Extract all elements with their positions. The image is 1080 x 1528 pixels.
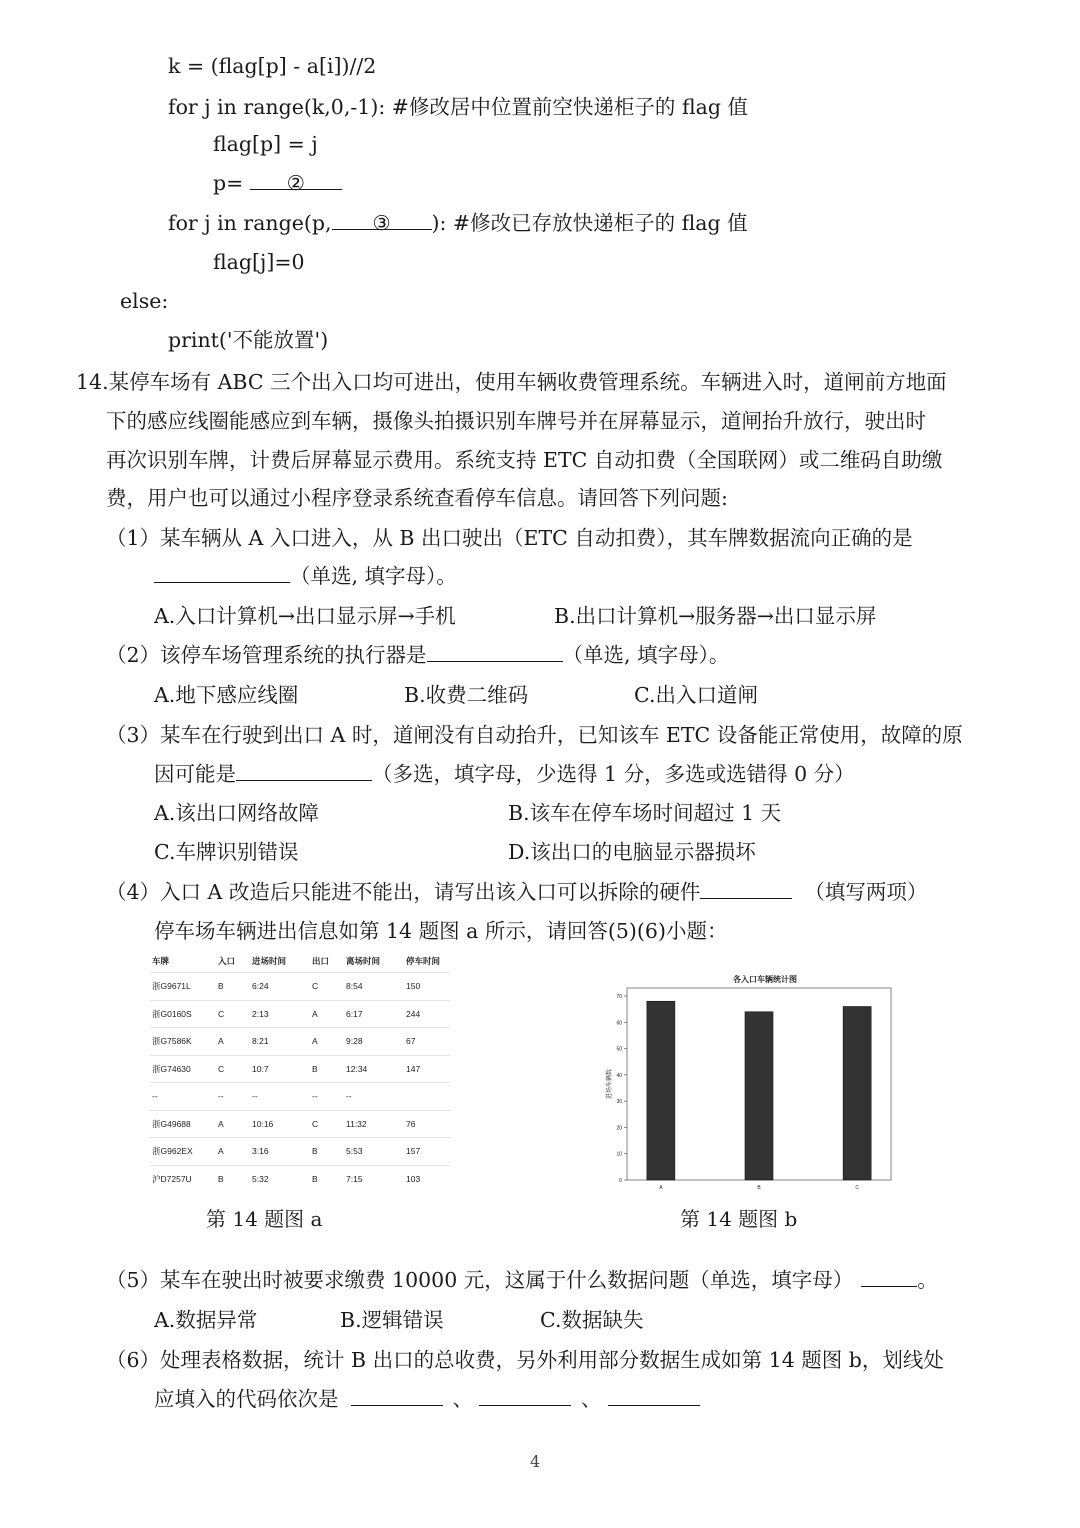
q14-4-line-1 — [106, 878, 927, 906]
table-cell: 103 — [404, 1165, 450, 1192]
answer-blank-2[interactable] — [427, 641, 563, 662]
table-cell: B — [310, 1138, 344, 1166]
q14-3-option-c: C.车牌识别错误 — [154, 840, 299, 864]
q14-2-option-a: A.地下感应线圈 — [154, 683, 299, 707]
table-cell: 浙G962EX — [150, 1138, 216, 1166]
table-header: 离场时间 — [346, 956, 381, 966]
code-line-3: flag[p] = j — [213, 132, 318, 156]
table-cell: 6:17 — [344, 1000, 404, 1028]
q14-3-option-d: D.该出口的电脑显示器损坏 — [508, 840, 756, 864]
q14-5-option-a: A.数据异常 — [154, 1308, 258, 1332]
answer-blank-6c[interactable] — [608, 1385, 700, 1406]
blank-2[interactable]: ② — [250, 169, 342, 190]
separator: 、 — [452, 1387, 473, 1411]
code-line-6: flag[j]=0 — [213, 250, 305, 274]
table-cell: 244 — [404, 1000, 450, 1028]
figure-b-caption: 第 14 题图 b — [680, 1207, 798, 1231]
table-cell: 10:16 — [250, 1110, 310, 1138]
q14-stem-line-2: 下的感应线圈能感应到车辆，摄像头拍摄识别车牌号并在屏幕显示，道闸抬升放行，驶出时 — [106, 409, 926, 433]
table-cell: 3:16 — [250, 1138, 310, 1166]
q14-6-line-2 — [154, 1385, 700, 1413]
x-tick-label: A — [659, 1185, 663, 1191]
table-cell: 10:7 — [250, 1055, 310, 1083]
table-cell: 8:54 — [344, 973, 404, 1001]
table-cell: 浙G9671L — [150, 973, 216, 1001]
table-cell: -- — [150, 1083, 216, 1111]
table-row — [150, 1028, 450, 1056]
table-cell: 8:21 — [250, 1028, 310, 1056]
q14-3-line-1: （3）某车在行驶到出口 A 时，道闸没有自动抬升，已知该车 ETC 设备能正常使用，故障的原 — [106, 723, 963, 747]
answer-blank-6b[interactable] — [479, 1385, 571, 1406]
q14-2-suffix: （单选, 填字母）。 — [562, 643, 730, 667]
table-header: 出口 — [312, 956, 330, 966]
bar-A — [647, 1001, 675, 1180]
table-row — [150, 1083, 450, 1111]
q14-5-prefix: （5）某车在驶出时被要求缴费 10000 元，这属于什么数据问题（单选，填字母） — [106, 1268, 854, 1292]
table-cell: 沪D7257U — [150, 1165, 216, 1192]
q14-3-option-b: B.该车在停车场时间超过 1 天 — [508, 801, 782, 825]
table-cell: 11:32 — [344, 1110, 404, 1138]
table-cell: -- — [216, 1083, 250, 1111]
figure-a-caption: 第 14 题图 a — [206, 1207, 323, 1231]
bar-C — [843, 1007, 871, 1180]
table-header-row — [150, 950, 450, 973]
q14-5-option-c: C.数据缺失 — [540, 1308, 644, 1332]
table-cell: B — [310, 1165, 344, 1192]
q14-2-prefix: （2）该停车场管理系统的执行器是 — [106, 643, 427, 667]
table-cell: 9:28 — [344, 1028, 404, 1056]
code-line-4-prefix: p= — [213, 171, 244, 195]
q14-2-option-b: B.收费二维码 — [404, 683, 529, 707]
q14-5-suffix: 。 — [917, 1268, 938, 1292]
answer-blank-3[interactable] — [236, 760, 372, 781]
table-cell: 5:32 — [250, 1165, 310, 1192]
q14-6-line-1: （6）处理表格数据，统计 B 出口的总收费，另外利用部分数据生成如第 14 题图 b，划线处 — [106, 1348, 944, 1372]
table-cell: 浙G74630 — [150, 1055, 216, 1083]
chart-title: 各入口车辆统计图 — [733, 975, 797, 984]
table-cell: A — [216, 1138, 250, 1166]
x-tick-label: B — [757, 1185, 761, 1191]
y-ticks-group — [616, 994, 627, 1184]
q14-1-line-2-suffix: （单选, 填字母）。 — [290, 564, 457, 588]
q14-3-line-2-prefix: 因可能是 — [154, 762, 236, 786]
q14-stem-line-1: 14.某停车场有 ABC 三个出入口均可进出，使用车辆收费管理系统。车辆进入时，道闸前方地面 — [76, 370, 947, 394]
q14-1-option-a: A.入口计算机→出口显示屏→手机 — [154, 604, 456, 628]
blank-3[interactable]: ③ — [332, 209, 432, 230]
table-cell: 浙G0160S — [150, 1000, 216, 1028]
table-header: 入口 — [218, 956, 236, 966]
q14-3-line-2-suffix: （多选，填字母，少选得 1 分，多选或选错得 0 分） — [372, 762, 855, 786]
table-row — [150, 1055, 450, 1083]
bar-B — [745, 1012, 773, 1180]
q14-3-option-a: A.该出口网络故障 — [154, 801, 319, 825]
table-header: 车牌 — [152, 956, 170, 966]
q14-1-option-b: B.出口计算机→服务器→出口显示屏 — [554, 604, 877, 628]
table-cell: 5:53 — [344, 1138, 404, 1166]
q14-stem-line-4: 费，用户也可以通过小程序登录系统查看停车信息。请回答下列问题: — [106, 486, 728, 510]
code-line-8: print('不能放置') — [168, 328, 329, 352]
table-cell: A — [310, 1000, 344, 1028]
page-number: 4 — [530, 1452, 541, 1471]
q14-5-option-b: B.逻辑错误 — [340, 1308, 444, 1332]
table-cell: 76 — [404, 1110, 450, 1138]
table-cell: B — [310, 1055, 344, 1083]
y-tick-label: 50 — [616, 1046, 622, 1053]
code-line-5-prefix: for j in range(p, — [168, 211, 332, 235]
x-ticks-group — [659, 1185, 859, 1191]
table-cell: A — [216, 1028, 250, 1056]
table-cell: 147 — [404, 1055, 450, 1083]
code-line-4 — [213, 169, 342, 197]
table-row — [150, 1165, 450, 1192]
table-cell: C — [216, 1000, 250, 1028]
q14-4-suffix: （填写两项） — [804, 880, 928, 904]
table-row — [150, 1138, 450, 1166]
table-cell: B — [216, 973, 250, 1001]
answer-blank-4[interactable] — [700, 878, 792, 899]
table-cell: 12:34 — [344, 1055, 404, 1083]
q14-3-line-2 — [154, 760, 855, 788]
table-cell: C — [310, 1110, 344, 1138]
q14-1-line-1: （1）某车辆从 A 入口进入，从 B 出口驶出（ETC 自动扣费），其车牌数据流向正确的是 — [106, 526, 913, 550]
table-cell: 150 — [404, 973, 450, 1001]
code-line-2: for j in range(k,0,-1): #修改居中位置前空快递柜子的 flag 值 — [168, 95, 748, 119]
y-tick-label: 10 — [616, 1151, 622, 1158]
table-cell — [404, 1083, 450, 1111]
table-cell: A — [216, 1110, 250, 1138]
q14-stem-line-3: 再次识别车牌，计费后屏幕显示费用。系统支持 ETC 自动扣费（全国联网）或二维码自助缴 — [106, 448, 943, 472]
q14-2-option-c: C.出入口道闸 — [634, 683, 758, 707]
separator: 、 — [581, 1387, 602, 1411]
code-line-5 — [168, 209, 748, 237]
answer-blank-1[interactable] — [154, 562, 290, 583]
y-tick-label: 70 — [616, 994, 622, 1000]
q14-6-line-2-prefix: 应填入的代码依次是 — [154, 1387, 339, 1411]
y-tick-label: 60 — [616, 1020, 622, 1027]
table-cell: 浙G49688 — [150, 1110, 216, 1138]
q14-5-line — [106, 1266, 938, 1294]
parking-data-table — [150, 950, 450, 1192]
table-row — [150, 1110, 450, 1138]
table-cell: 6:24 — [250, 973, 310, 1001]
answer-blank-6a[interactable] — [351, 1385, 443, 1406]
table-cell: C — [216, 1055, 250, 1083]
table-header: 停车时间 — [406, 956, 441, 966]
y-tick-label: 40 — [616, 1072, 622, 1079]
q14-2-line — [106, 641, 729, 669]
table-cell: -- — [250, 1083, 310, 1111]
table-cell: A — [310, 1028, 344, 1056]
y-tick-label: 20 — [616, 1125, 622, 1132]
table-cell: 67 — [404, 1028, 450, 1056]
bars-group — [647, 1001, 871, 1180]
y-axis-label: 进场车辆数 — [607, 1068, 613, 1100]
q14-1-line-2 — [154, 562, 457, 590]
code-line-5-suffix: ): #修改已存放快递柜子的 flag 值 — [431, 211, 748, 235]
table-cell: -- — [344, 1083, 404, 1111]
table-row — [150, 973, 450, 1001]
answer-blank-5[interactable] — [861, 1266, 917, 1287]
table-cell: 7:15 — [344, 1165, 404, 1192]
table-row — [150, 1000, 450, 1028]
table-header: 进场时间 — [252, 956, 287, 966]
y-tick-label: 0 — [619, 1178, 622, 1184]
table-cell: 浙G7586K — [150, 1028, 216, 1056]
code-line-1: k = (flag[p] - a[i])//2 — [168, 54, 377, 78]
table-cell: 2:13 — [250, 1000, 310, 1028]
table-cell: B — [216, 1165, 250, 1192]
x-tick-label: C — [855, 1185, 859, 1191]
table-cell: C — [310, 973, 344, 1001]
q14-4-prefix: （4）入口 A 改造后只能进不能出，请写出该入口可以拆除的硬件 — [106, 880, 701, 904]
table-cell: -- — [310, 1083, 344, 1111]
code-line-7: else: — [120, 289, 169, 313]
table-cell: 157 — [404, 1138, 450, 1166]
y-tick-label: 30 — [616, 1099, 622, 1106]
q14-4-line-2: 停车场车辆进出信息如第 14 题图 a 所示，请回答(5)(6)小题： — [154, 919, 728, 943]
entrance-bar-chart — [605, 970, 905, 1196]
